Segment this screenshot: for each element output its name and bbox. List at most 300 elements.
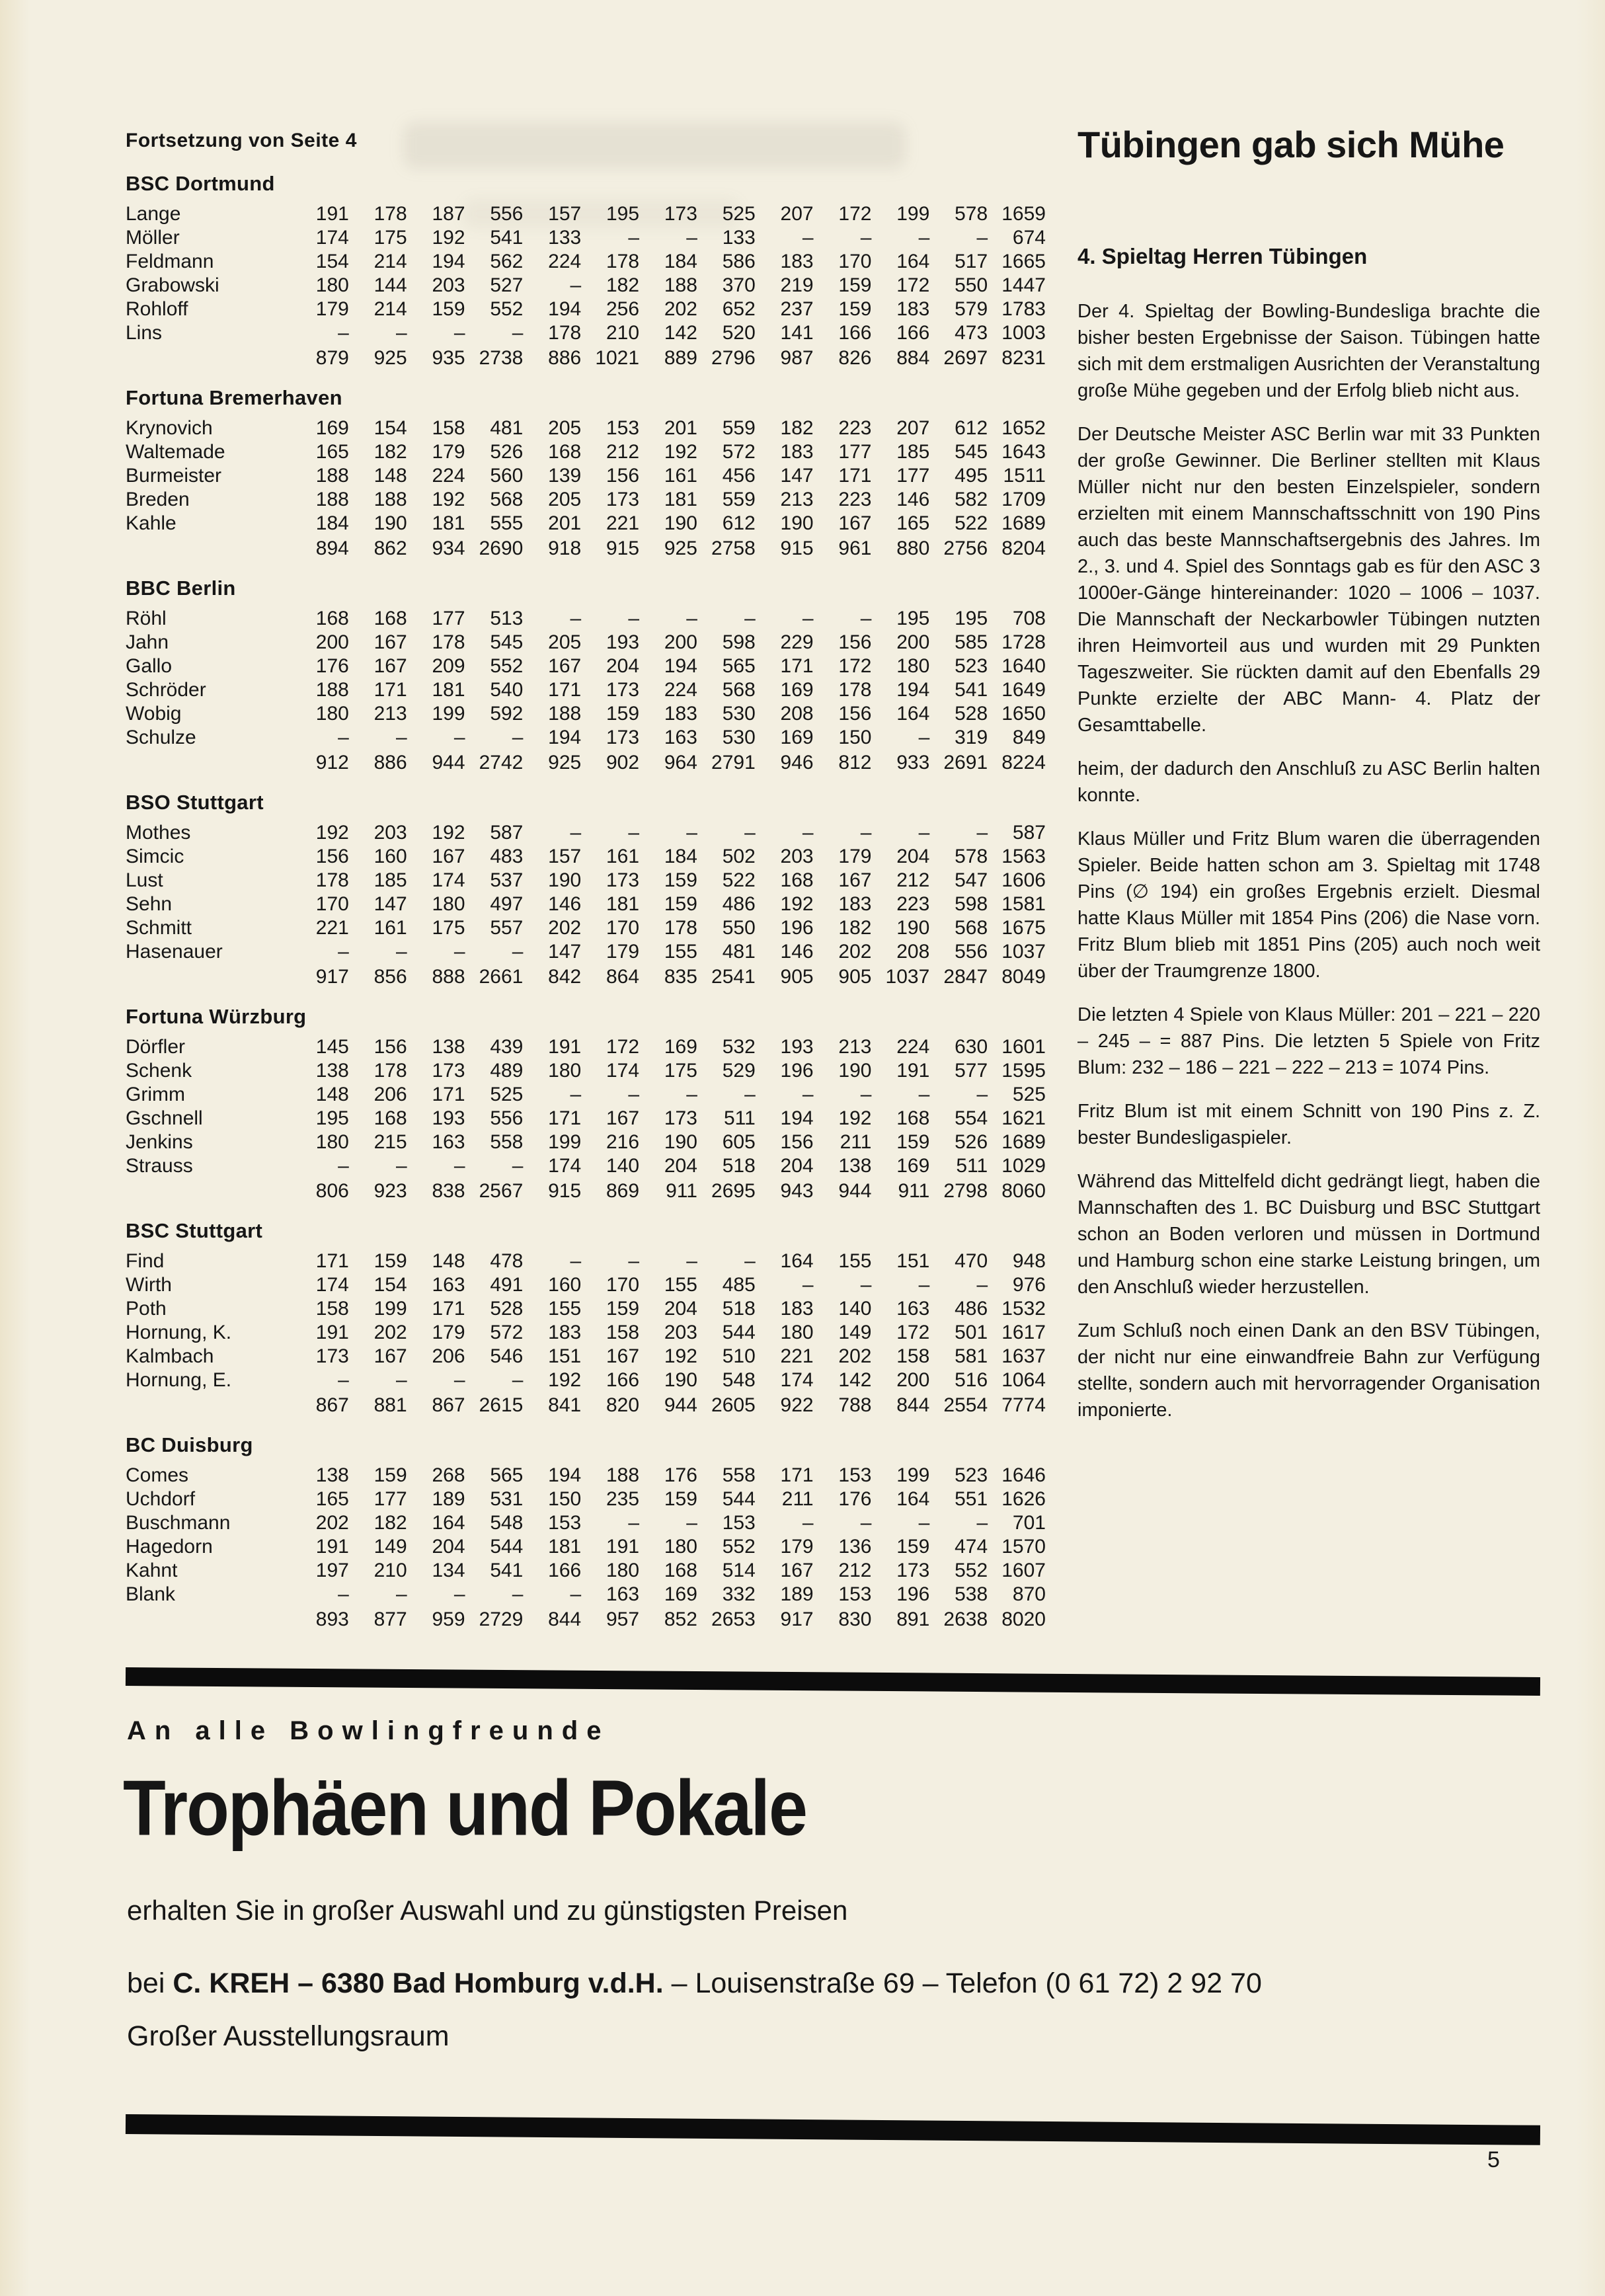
totals-spacer (126, 751, 291, 775)
player-name: Kahnt (126, 1560, 178, 1581)
score-cell: 169 (780, 679, 814, 701)
player-row (126, 607, 1046, 631)
score-cell: 1029 (1001, 1155, 1046, 1177)
score-cell: 181 (432, 512, 465, 534)
score-cell: 153 (838, 1583, 872, 1605)
player-name: Schmitt (126, 917, 192, 939)
score-cell: 545 (490, 631, 524, 653)
score-cell: 1659 (1001, 203, 1046, 225)
score-cell: 178 (548, 322, 582, 344)
total-cell: 2756 (943, 537, 988, 559)
score-cell: 192 (664, 441, 697, 463)
score-cell: 156 (315, 846, 349, 867)
score-cell: 210 (373, 1560, 407, 1581)
score-cell: 182 (373, 441, 407, 463)
score-cell: 1650 (1001, 703, 1046, 725)
score-cell: 194 (548, 1464, 582, 1486)
player-row (126, 416, 1046, 440)
score-cell: 177 (838, 441, 872, 463)
score-cell: 154 (373, 1274, 407, 1296)
score-cell: 1595 (1001, 1060, 1046, 1082)
player-row (126, 726, 1046, 750)
score-cell: – (396, 941, 407, 963)
score-cell: 201 (548, 512, 582, 534)
score-cell: 486 (722, 893, 756, 915)
score-cell: 202 (373, 1322, 407, 1343)
score-cell: 204 (896, 846, 930, 867)
total-cell: 944 (838, 1180, 872, 1202)
ad-top-rule (126, 1667, 1540, 1696)
score-cell: 1532 (1001, 1298, 1046, 1320)
score-cell: 164 (896, 703, 930, 725)
score-cell: 194 (664, 655, 697, 677)
score-cell: 190 (373, 512, 407, 534)
player-name: Grimm (126, 1084, 185, 1105)
score-cell: 180 (315, 1131, 349, 1153)
score-cell: 555 (490, 512, 524, 534)
score-cell: 552 (722, 1536, 756, 1558)
score-cell: 155 (548, 1298, 582, 1320)
score-cell: 565 (722, 655, 756, 677)
player-row (126, 464, 1046, 488)
score-cell: – (918, 227, 930, 249)
score-cell: 190 (838, 1060, 872, 1082)
total-cell: 2554 (943, 1394, 988, 1416)
score-cell: – (976, 1512, 988, 1534)
score-cell: 163 (606, 1583, 640, 1605)
score-cell: 142 (838, 1369, 872, 1391)
total-cell: 2796 (711, 347, 756, 369)
player-name: Kalmbach (126, 1345, 214, 1367)
team-name: BBC Berlin (126, 576, 236, 600)
total-cell: 862 (373, 537, 407, 559)
score-cell: 224 (896, 1036, 930, 1058)
score-cell: 167 (373, 631, 407, 653)
score-cell: 202 (548, 917, 582, 939)
score-cell: 1626 (1001, 1488, 1046, 1510)
score-cell: 612 (955, 417, 988, 439)
player-row (126, 226, 1046, 250)
score-cell: 178 (373, 1060, 407, 1082)
score-cell: 133 (722, 227, 756, 249)
score-cell: 138 (315, 1060, 349, 1082)
score-cell: 470 (955, 1250, 988, 1272)
score-cell: 1607 (1001, 1560, 1046, 1581)
player-row (126, 845, 1046, 869)
score-cell: 585 (955, 631, 988, 653)
total-cell: 2791 (711, 752, 756, 773)
score-cell: – (744, 822, 756, 844)
score-cell: 481 (490, 417, 524, 439)
score-cell: 202 (664, 298, 697, 320)
score-cell: 159 (896, 1536, 930, 1558)
score-cell: 192 (432, 227, 465, 249)
score-cell: 1643 (1001, 441, 1046, 463)
total-cell: 884 (896, 347, 930, 369)
score-cell: 153 (722, 1512, 756, 1534)
score-cell: 200 (896, 1369, 930, 1391)
player-row (126, 821, 1046, 845)
team-section (126, 576, 1046, 775)
score-cell: 513 (490, 608, 524, 629)
score-cell: 172 (838, 655, 872, 677)
article-paragraph: Während das Mittelfeld dicht gedrängt liegt, haben die Mannschaften des 1. BC Duisburg und BSC Stuttgart schon an Boden verloren und müssen in Dortmund und Hamburg schon eine starke Leistung bringen, um den Anschluß wieder herzustellen. (1077, 1170, 1540, 1298)
score-cell: 1665 (1001, 251, 1046, 272)
score-cell: 138 (432, 1036, 465, 1058)
score-cell: 192 (780, 893, 814, 915)
score-cell: 172 (838, 203, 872, 225)
score-cell: 138 (315, 1464, 349, 1486)
score-cell: – (570, 1084, 582, 1105)
score-cell: 558 (490, 1131, 524, 1153)
score-cell: 182 (838, 917, 872, 939)
score-cell: 544 (722, 1322, 756, 1343)
score-cell: – (338, 1583, 349, 1605)
score-cell: 184 (315, 512, 349, 534)
score-cell: 511 (956, 1155, 988, 1177)
total-cell: 879 (315, 347, 349, 369)
score-cell: 556 (955, 941, 988, 963)
score-cell: 155 (838, 1250, 872, 1272)
score-cell: 199 (896, 203, 930, 225)
score-cell: 180 (548, 1060, 582, 1082)
score-cell: 203 (373, 822, 407, 844)
score-cell: 158 (896, 1345, 930, 1367)
score-cell: 568 (490, 489, 524, 510)
score-cell: 167 (838, 512, 872, 534)
player-name: Jahn (126, 631, 169, 653)
score-cell: 175 (432, 917, 465, 939)
totals-spacer (126, 1608, 291, 1632)
score-cell: 199 (548, 1131, 582, 1153)
score-cell: 652 (722, 298, 756, 320)
total-cell: 2691 (943, 752, 988, 773)
totals-spacer (126, 1179, 291, 1203)
score-cell: 1511 (1003, 465, 1046, 487)
score-cell: 473 (955, 322, 988, 344)
total-cell: 2695 (711, 1180, 756, 1202)
team-name: Fortuna Würzburg (126, 1005, 307, 1028)
score-cell: 181 (664, 489, 697, 510)
score-cell: – (802, 227, 814, 249)
score-cell: 170 (838, 251, 872, 272)
score-cell: 165 (896, 512, 930, 534)
total-cell: 957 (606, 1608, 640, 1630)
score-cell: 181 (548, 1536, 582, 1558)
score-cell: 196 (780, 917, 814, 939)
total-cell: 917 (315, 966, 349, 988)
score-cell: 545 (955, 441, 988, 463)
score-cell: 491 (490, 1274, 524, 1296)
score-cell: 167 (432, 846, 465, 867)
score-cell: 139 (548, 465, 582, 487)
score-cell: 223 (838, 489, 872, 510)
score-cell: – (453, 1583, 465, 1605)
score-cell: 547 (955, 869, 988, 891)
player-row (126, 488, 1046, 512)
score-cell: 180 (780, 1322, 814, 1343)
score-cell: 178 (373, 203, 407, 225)
score-cell: – (976, 1274, 988, 1296)
score-cell: 229 (780, 631, 814, 653)
player-row (126, 631, 1046, 654)
score-cell: 525 (490, 1084, 524, 1105)
score-cell: 134 (432, 1560, 465, 1581)
score-cell: 176 (315, 655, 349, 677)
score-cell: 528 (490, 1298, 524, 1320)
total-cell: 856 (373, 966, 407, 988)
score-cell: 514 (722, 1560, 756, 1581)
score-cell: 554 (955, 1107, 988, 1129)
player-row (126, 1321, 1046, 1345)
score-cell: 159 (664, 1488, 697, 1510)
score-cell: 181 (432, 679, 465, 701)
score-cell: 199 (432, 703, 465, 725)
score-cell: 319 (955, 727, 988, 748)
score-cell: 142 (664, 322, 697, 344)
score-cell: 194 (780, 1107, 814, 1129)
player-name: Blank (126, 1583, 176, 1605)
score-cell: 210 (606, 322, 640, 344)
score-cell: 1621 (1001, 1107, 1046, 1129)
score-cell: 211 (840, 1131, 872, 1153)
score-cell: 581 (955, 1345, 988, 1367)
score-cell: – (338, 727, 349, 748)
total-cell: 844 (548, 1608, 582, 1630)
total-cell: 915 (606, 537, 640, 559)
score-cell: 474 (955, 1536, 988, 1558)
score-cell: 185 (896, 441, 930, 463)
score-cell: 532 (722, 1036, 756, 1058)
score-cell: 180 (315, 274, 349, 296)
player-name: Gallo (126, 655, 173, 677)
score-cell: 192 (664, 1345, 697, 1367)
score-cell: – (686, 227, 697, 249)
score-cell: 183 (664, 703, 697, 725)
score-cell: 548 (722, 1369, 756, 1391)
player-row (126, 297, 1046, 321)
totals-spacer (126, 965, 291, 989)
score-cell: 526 (490, 441, 524, 463)
score-cell: 541 (490, 1560, 524, 1581)
score-cell: 173 (606, 727, 640, 748)
score-cell: 156 (373, 1036, 407, 1058)
score-cell: – (628, 822, 640, 844)
score-cell: 156 (606, 465, 640, 487)
score-cell: 183 (896, 298, 930, 320)
score-cell: 550 (722, 917, 756, 939)
score-cell: 204 (780, 1155, 814, 1177)
player-row (126, 1583, 1046, 1606)
article-paragraphs (1077, 298, 1540, 1423)
score-cell: 223 (838, 417, 872, 439)
score-cell: 167 (606, 1345, 640, 1367)
score-cell: 556 (490, 203, 524, 225)
score-cell: – (512, 322, 524, 344)
score-cell: 523 (955, 1464, 988, 1486)
score-cell: 212 (606, 441, 640, 463)
score-cell: 205 (548, 631, 582, 653)
score-cell: 179 (780, 1536, 814, 1558)
score-cell: – (453, 941, 465, 963)
total-cell: 911 (898, 1180, 930, 1202)
total-cell: 923 (373, 1180, 407, 1202)
score-cell: 708 (1012, 608, 1046, 629)
player-row (126, 1535, 1046, 1559)
score-cell: – (512, 941, 524, 963)
score-cell: 870 (1012, 1583, 1046, 1605)
score-cell: 213 (838, 1036, 872, 1058)
results-column (126, 130, 1046, 1632)
score-cell: 188 (315, 679, 349, 701)
score-cell: – (744, 1250, 756, 1272)
score-cell: – (918, 1274, 930, 1296)
score-cell: 201 (664, 417, 697, 439)
score-cell: 199 (373, 1298, 407, 1320)
score-cell: 159 (896, 1131, 930, 1153)
score-cell: 182 (606, 274, 640, 296)
score-cell: 586 (722, 251, 756, 272)
score-cell: 529 (722, 1060, 756, 1082)
total-cell: 2742 (479, 752, 524, 773)
score-cell: – (686, 1084, 697, 1105)
stats-table (126, 172, 1046, 1632)
score-cell: – (976, 1084, 988, 1105)
total-cell: 826 (838, 347, 872, 369)
score-cell: – (512, 727, 524, 748)
score-cell: 1606 (1001, 869, 1046, 891)
score-cell: 544 (722, 1488, 756, 1510)
score-cell: 976 (1012, 1274, 1046, 1296)
score-cell: 511 (723, 1107, 756, 1129)
player-row (126, 1083, 1046, 1107)
team-totals-row (126, 1394, 1046, 1417)
score-cell: – (628, 1084, 640, 1105)
score-cell: 552 (490, 655, 524, 677)
score-cell: 173 (606, 869, 640, 891)
player-name: Hasenauer (126, 941, 223, 963)
score-cell: 1689 (1001, 512, 1046, 534)
total-cell: 946 (780, 752, 814, 773)
score-cell: 192 (838, 1107, 872, 1129)
score-cell: 196 (896, 1583, 930, 1605)
player-row (126, 1464, 1046, 1487)
score-cell: 1689 (1001, 1131, 1046, 1153)
score-cell: 159 (664, 893, 697, 915)
score-cell: 180 (606, 1560, 640, 1581)
score-cell: 183 (780, 1298, 814, 1320)
score-cell: – (512, 1155, 524, 1177)
ad-kicker: An alle Bowlingfreunde (127, 1716, 610, 1745)
total-cell: 888 (432, 966, 465, 988)
score-cell: 560 (490, 465, 524, 487)
score-cell: 141 (780, 322, 814, 344)
team-section (126, 1219, 1046, 1417)
score-cell: 190 (664, 512, 697, 534)
score-cell: 171 (548, 1107, 582, 1129)
score-cell: 1652 (1001, 417, 1046, 439)
total-cell: 835 (664, 966, 697, 988)
total-cell: 912 (315, 752, 349, 773)
score-cell: 171 (548, 679, 582, 701)
total-cell: 925 (373, 347, 407, 369)
score-cell: 530 (722, 727, 756, 748)
ad-title: Trophäen und Pokale (123, 1764, 806, 1852)
player-name: Grabowski (126, 274, 219, 296)
score-cell: 174 (780, 1369, 814, 1391)
score-cell: 495 (955, 465, 988, 487)
score-cell: 150 (548, 1488, 582, 1510)
player-row (126, 1249, 1046, 1273)
score-cell: 166 (896, 322, 930, 344)
ad-bottom-rule (126, 2114, 1540, 2145)
player-row (126, 1059, 1046, 1083)
score-cell: – (512, 1583, 524, 1605)
score-cell: – (570, 274, 582, 296)
score-cell: 153 (838, 1464, 872, 1486)
score-cell: 212 (838, 1560, 872, 1581)
score-cell: – (918, 1084, 930, 1105)
total-cell: 886 (373, 752, 407, 773)
score-cell: 1447 (1001, 274, 1046, 296)
score-cell: 197 (315, 1560, 349, 1581)
score-cell: – (860, 227, 872, 249)
player-row (126, 869, 1046, 892)
score-cell: 568 (955, 917, 988, 939)
score-cell: 151 (896, 1250, 930, 1272)
article-paragraph: Zum Schluß noch einen Dank an den BSV Tübingen, der nicht nur eine einwandfreie Bahn zur Verfügung stellte, sondern auch mit hervorragender Organisation imponierte. (1077, 1320, 1540, 1421)
score-cell: 180 (896, 655, 930, 677)
score-cell: 180 (315, 703, 349, 725)
score-cell: 204 (432, 1536, 465, 1558)
total-cell: 959 (432, 1608, 465, 1630)
player-row (126, 1130, 1046, 1154)
score-cell: 153 (548, 1512, 582, 1534)
score-cell: 193 (780, 1036, 814, 1058)
total-cell: 881 (373, 1394, 407, 1416)
score-cell: 605 (722, 1131, 756, 1153)
score-cell: 159 (432, 298, 465, 320)
total-cell: 2615 (479, 1394, 524, 1416)
article-paragraph: Die letzten 4 Spiele von Klaus Müller: 201 – 221 – 220 – 245 – = 887 Pins. Die letzten 5 Spiele von Fritz Blum: 232 – 186 – 221 – 222 – 213 = 1074 Pins. (1077, 1004, 1540, 1078)
total-cell: 8231 (1001, 347, 1046, 369)
score-cell: 572 (490, 1322, 524, 1343)
player-row (126, 916, 1046, 940)
team-totals-row (126, 751, 1046, 775)
total-cell: 2653 (711, 1608, 756, 1630)
score-cell: 160 (548, 1274, 582, 1296)
score-cell: 190 (664, 1131, 697, 1153)
score-cell: 161 (664, 465, 697, 487)
score-cell: 176 (664, 1464, 697, 1486)
score-cell: 195 (315, 1107, 349, 1129)
score-cell: 168 (664, 1560, 697, 1581)
score-cell: 154 (315, 251, 349, 272)
team-totals-row (126, 965, 1046, 989)
player-name: Gschnell (126, 1107, 203, 1129)
player-name: Breden (126, 489, 190, 510)
score-cell: 206 (432, 1345, 465, 1367)
score-cell: – (918, 822, 930, 844)
score-cell: 674 (1012, 227, 1046, 249)
total-cell: 2638 (943, 1608, 988, 1630)
score-cell: 212 (896, 869, 930, 891)
score-cell: 1637 (1001, 1345, 1046, 1367)
score-cell: 209 (432, 655, 465, 677)
total-cell: 869 (606, 1180, 640, 1202)
score-cell: 175 (664, 1060, 697, 1082)
team-totals-row (126, 1179, 1046, 1203)
